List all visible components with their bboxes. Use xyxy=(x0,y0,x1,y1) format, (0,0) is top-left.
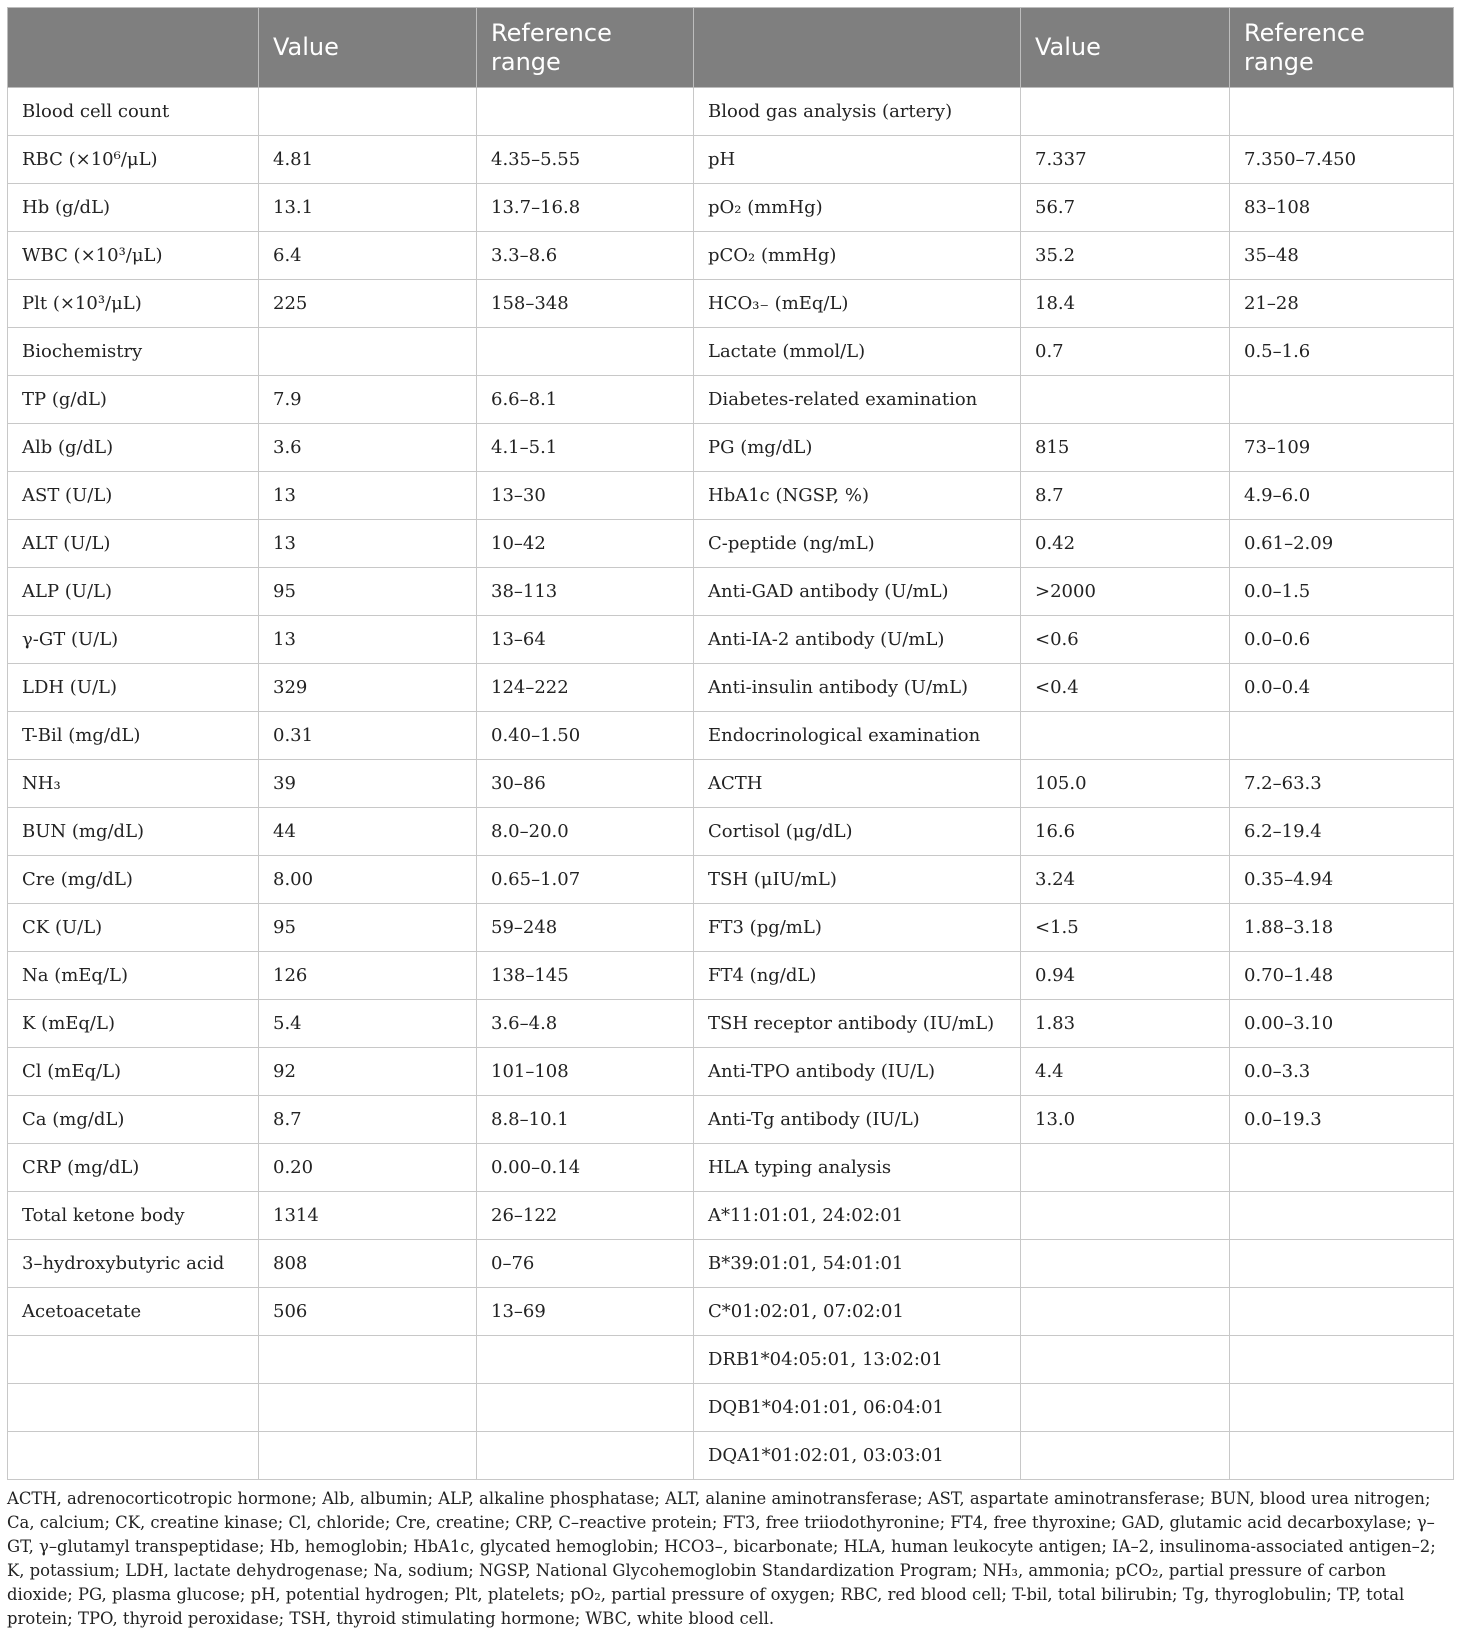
left-item-cell: AST (U/L) xyxy=(8,472,259,520)
right-value-cell: <1.5 xyxy=(1021,904,1230,952)
left-ref-cell xyxy=(477,328,694,376)
right-item-cell: Blood gas analysis (artery) xyxy=(694,88,1021,136)
left-value-cell: 329 xyxy=(259,664,477,712)
left-item-cell xyxy=(8,1336,259,1384)
left-value-cell: 44 xyxy=(259,808,477,856)
right-item-cell: Anti-Tg antibody (IU/L) xyxy=(694,1096,1021,1144)
right-value-cell xyxy=(1021,1192,1230,1240)
left-ref-cell: 0.65–1.07 xyxy=(477,856,694,904)
right-item-cell: DQA1*01:02:01, 03:03:01 xyxy=(694,1432,1021,1480)
lab-results-table xyxy=(7,7,1454,1480)
right-ref-cell xyxy=(1230,712,1454,760)
right-ref-cell: 6.2–19.4 xyxy=(1230,808,1454,856)
table-row xyxy=(8,856,1454,904)
table-row xyxy=(8,1000,1454,1048)
right-value-cell: 0.94 xyxy=(1021,952,1230,1000)
table-row xyxy=(8,232,1454,280)
right-value-cell: 8.7 xyxy=(1021,472,1230,520)
right-ref-cell xyxy=(1230,1336,1454,1384)
right-value-cell: 105.0 xyxy=(1021,760,1230,808)
left-value-cell: 95 xyxy=(259,568,477,616)
right-ref-cell: 0.0–19.3 xyxy=(1230,1096,1454,1144)
left-value-cell: 506 xyxy=(259,1288,477,1336)
left-value-cell: 3.6 xyxy=(259,424,477,472)
left-value-cell xyxy=(259,88,477,136)
left-ref-cell: 38–113 xyxy=(477,568,694,616)
table-row xyxy=(8,664,1454,712)
left-value-cell: 95 xyxy=(259,904,477,952)
right-value-cell xyxy=(1021,712,1230,760)
right-item-cell: C*01:02:01, 07:02:01 xyxy=(694,1288,1021,1336)
table-row xyxy=(8,1144,1454,1192)
right-value-cell xyxy=(1021,1336,1230,1384)
left-ref-cell: 138–145 xyxy=(477,952,694,1000)
table-row xyxy=(8,520,1454,568)
right-ref-cell xyxy=(1230,88,1454,136)
left-item-cell: CK (U/L) xyxy=(8,904,259,952)
table-row xyxy=(8,1432,1454,1480)
right-item-cell: PG (mg/dL) xyxy=(694,424,1021,472)
left-item-cell: Hb (g/dL) xyxy=(8,184,259,232)
left-value-cell: 13 xyxy=(259,616,477,664)
table-row xyxy=(8,280,1454,328)
right-item-cell: Anti-insulin antibody (U/mL) xyxy=(694,664,1021,712)
right-item-cell: FT4 (ng/dL) xyxy=(694,952,1021,1000)
right-item-cell: FT3 (pg/mL) xyxy=(694,904,1021,952)
table-row xyxy=(8,904,1454,952)
left-value-cell: 8.00 xyxy=(259,856,477,904)
left-item-cell xyxy=(8,1432,259,1480)
left-value-cell: 6.4 xyxy=(259,232,477,280)
right-ref-cell: 0.70–1.48 xyxy=(1230,952,1454,1000)
right-value-cell: 7.337 xyxy=(1021,136,1230,184)
right-ref-cell: 7.2–63.3 xyxy=(1230,760,1454,808)
table-row xyxy=(8,568,1454,616)
table-row xyxy=(8,424,1454,472)
left-item-cell: ALT (U/L) xyxy=(8,520,259,568)
left-ref-cell: 8.8–10.1 xyxy=(477,1096,694,1144)
table-row xyxy=(8,808,1454,856)
left-item-cell: NH₃ xyxy=(8,760,259,808)
right-item-cell: HbA1c (NGSP, %) xyxy=(694,472,1021,520)
left-item-cell: TP (g/dL) xyxy=(8,376,259,424)
right-ref-cell: 0.00–3.10 xyxy=(1230,1000,1454,1048)
table-row xyxy=(8,1240,1454,1288)
right-value-cell xyxy=(1021,1240,1230,1288)
left-value-cell: 225 xyxy=(259,280,477,328)
left-item-cell: T-Bil (mg/dL) xyxy=(8,712,259,760)
right-ref-cell xyxy=(1230,1240,1454,1288)
table-row xyxy=(8,376,1454,424)
right-value-cell: 4.4 xyxy=(1021,1048,1230,1096)
right-value-cell xyxy=(1021,88,1230,136)
left-ref-cell: 30–86 xyxy=(477,760,694,808)
right-value-cell: 0.7 xyxy=(1021,328,1230,376)
right-ref-cell xyxy=(1230,1288,1454,1336)
left-value-cell: 13 xyxy=(259,520,477,568)
left-item-cell: ALP (U/L) xyxy=(8,568,259,616)
left-item-cell: Alb (g/dL) xyxy=(8,424,259,472)
table-row xyxy=(8,472,1454,520)
right-value-cell: <0.6 xyxy=(1021,616,1230,664)
right-ref-cell xyxy=(1230,1384,1454,1432)
right-ref-cell: 0.35–4.94 xyxy=(1230,856,1454,904)
right-ref-cell: 21–28 xyxy=(1230,280,1454,328)
right-ref-cell xyxy=(1230,1144,1454,1192)
left-item-cell: Ca (mg/dL) xyxy=(8,1096,259,1144)
right-item-cell: B*39:01:01, 54:01:01 xyxy=(694,1240,1021,1288)
header-right-value: Value xyxy=(1021,8,1230,88)
right-item-cell: C-peptide (ng/mL) xyxy=(694,520,1021,568)
left-value-cell: 4.81 xyxy=(259,136,477,184)
right-value-cell: 0.42 xyxy=(1021,520,1230,568)
left-ref-cell: 124–222 xyxy=(477,664,694,712)
table-body xyxy=(8,88,1454,1480)
left-item-cell: γ-GT (U/L) xyxy=(8,616,259,664)
left-ref-cell: 59–248 xyxy=(477,904,694,952)
left-ref-cell: 0.40–1.50 xyxy=(477,712,694,760)
left-value-cell: 39 xyxy=(259,760,477,808)
left-item-cell: Cl (mEq/L) xyxy=(8,1048,259,1096)
right-item-cell: HLA typing analysis xyxy=(694,1144,1021,1192)
right-value-cell: 1.83 xyxy=(1021,1000,1230,1048)
left-value-cell: 126 xyxy=(259,952,477,1000)
left-value-cell: 13 xyxy=(259,472,477,520)
left-item-cell: Cre (mg/dL) xyxy=(8,856,259,904)
left-ref-cell: 3.3–8.6 xyxy=(477,232,694,280)
left-ref-cell: 6.6–8.1 xyxy=(477,376,694,424)
left-item-cell: CRP (mg/dL) xyxy=(8,1144,259,1192)
left-ref-cell: 10–42 xyxy=(477,520,694,568)
left-value-cell: 5.4 xyxy=(259,1000,477,1048)
right-item-cell: TSH receptor antibody (IU/mL) xyxy=(694,1000,1021,1048)
right-item-cell: Anti-TPO antibody (IU/L) xyxy=(694,1048,1021,1096)
right-item-cell: ACTH xyxy=(694,760,1021,808)
right-ref-cell xyxy=(1230,376,1454,424)
right-item-cell: DQB1*04:01:01, 06:04:01 xyxy=(694,1384,1021,1432)
table-row xyxy=(8,616,1454,664)
table-row xyxy=(8,952,1454,1000)
table-row xyxy=(8,1336,1454,1384)
right-value-cell: 16.6 xyxy=(1021,808,1230,856)
left-value-cell xyxy=(259,1432,477,1480)
left-item-cell xyxy=(8,1384,259,1432)
left-item-cell: Na (mEq/L) xyxy=(8,952,259,1000)
left-item-cell: RBC (×10⁶/μL) xyxy=(8,136,259,184)
left-value-cell: 1314 xyxy=(259,1192,477,1240)
right-item-cell: pH xyxy=(694,136,1021,184)
table-row xyxy=(8,88,1454,136)
table-row xyxy=(8,328,1454,376)
right-ref-cell: 0.61–2.09 xyxy=(1230,520,1454,568)
table-row xyxy=(8,184,1454,232)
right-value-cell xyxy=(1021,1384,1230,1432)
right-item-cell: DRB1*04:05:01, 13:02:01 xyxy=(694,1336,1021,1384)
right-item-cell: A*11:01:01, 24:02:01 xyxy=(694,1192,1021,1240)
left-item-cell: Blood cell count xyxy=(8,88,259,136)
left-ref-cell xyxy=(477,1432,694,1480)
left-ref-cell: 0–76 xyxy=(477,1240,694,1288)
right-ref-cell: 0.0–3.3 xyxy=(1230,1048,1454,1096)
right-value-cell: 815 xyxy=(1021,424,1230,472)
right-ref-cell xyxy=(1230,1432,1454,1480)
left-ref-cell: 101–108 xyxy=(477,1048,694,1096)
header-left-item xyxy=(8,8,259,88)
right-value-cell: 35.2 xyxy=(1021,232,1230,280)
right-item-cell: pCO₂ (mmHg) xyxy=(694,232,1021,280)
left-ref-cell: 3.6–4.8 xyxy=(477,1000,694,1048)
right-value-cell: 56.7 xyxy=(1021,184,1230,232)
abbreviations-footnote: ACTH, adrenocorticotropic hormone; Alb, albumin; ALP, alkaline phosphatase; ALT, alanine aminotransferase; AST, aspartate aminotransferase; BUN, blood urea nitrogen; Ca, calcium; CK, creatine kinase; Cl, chloride; Cre, creatine; CRP, C–reactive protein; FT3, free triiodothyronine; FT4, free thyroxine; GAD, glutamic acid decarboxylase; γ–GT, γ–glutamyl transpeptidase; Hb, hemoglobin; HbA1c, glycated hemoglobin; HCO3–, bicarbonate; HLA, human leukocyte antigen; IA–2, insulinoma-associated antigen–2; K, potassium; LDH, lactate dehydrogenase; Na, sodium; NGSP, National Glycohemoglobin Standardization Program; NH₃, ammonia; pCO₂, partial pressure of carbon dioxide; PG, plasma glucose; pH, potential hydrogen; Plt, platelets; pO₂, partial pressure of oxygen; RBC, red blood cell; T-bil, total bilirubin; Tg, thyroglobulin; TP, total protein; TPO, thyroid peroxidase; TSH, thyroid stimulating hormone; WBC, white blood cell. xyxy=(7,1489,1436,1628)
table-row xyxy=(8,1384,1454,1432)
table-row xyxy=(8,1288,1454,1336)
right-item-cell: pO₂ (mmHg) xyxy=(694,184,1021,232)
left-item-cell: LDH (U/L) xyxy=(8,664,259,712)
right-ref-cell xyxy=(1230,1192,1454,1240)
left-value-cell: 8.7 xyxy=(259,1096,477,1144)
right-item-cell: Endocrinological examination xyxy=(694,712,1021,760)
right-item-cell: Lactate (mmol/L) xyxy=(694,328,1021,376)
right-item-cell: HCO₃₋ (mEq/L) xyxy=(694,280,1021,328)
left-value-cell: 808 xyxy=(259,1240,477,1288)
right-ref-cell: 83–108 xyxy=(1230,184,1454,232)
right-item-cell: TSH (μIU/mL) xyxy=(694,856,1021,904)
table-row xyxy=(8,1048,1454,1096)
left-item-cell: BUN (mg/dL) xyxy=(8,808,259,856)
left-value-cell: 92 xyxy=(259,1048,477,1096)
right-ref-cell: 35–48 xyxy=(1230,232,1454,280)
right-item-cell: Anti-GAD antibody (U/mL) xyxy=(694,568,1021,616)
left-ref-cell: 13–30 xyxy=(477,472,694,520)
table-row xyxy=(8,1192,1454,1240)
left-item-cell: Total ketone body xyxy=(8,1192,259,1240)
header-left-value: Value xyxy=(259,8,477,88)
right-ref-cell: 0.5–1.6 xyxy=(1230,328,1454,376)
right-value-cell xyxy=(1021,1288,1230,1336)
right-item-cell: Diabetes-related examination xyxy=(694,376,1021,424)
table-row xyxy=(8,712,1454,760)
left-ref-cell xyxy=(477,88,694,136)
right-value-cell xyxy=(1021,1432,1230,1480)
table-header-row xyxy=(8,8,1454,88)
left-ref-cell: 158–348 xyxy=(477,280,694,328)
table-row xyxy=(8,136,1454,184)
right-ref-cell: 73–109 xyxy=(1230,424,1454,472)
lab-results-document xyxy=(7,7,1453,1631)
right-ref-cell: 0.0–0.6 xyxy=(1230,616,1454,664)
left-value-cell xyxy=(259,1336,477,1384)
left-item-cell: 3–hydroxybutyric acid xyxy=(8,1240,259,1288)
left-ref-cell: 0.00–0.14 xyxy=(477,1144,694,1192)
left-ref-cell: 13.7–16.8 xyxy=(477,184,694,232)
left-ref-cell: 13–69 xyxy=(477,1288,694,1336)
right-value-cell: >2000 xyxy=(1021,568,1230,616)
table-row xyxy=(8,1096,1454,1144)
left-item-cell: Biochemistry xyxy=(8,328,259,376)
left-value-cell: 7.9 xyxy=(259,376,477,424)
left-ref-cell: 13–64 xyxy=(477,616,694,664)
right-value-cell: 18.4 xyxy=(1021,280,1230,328)
left-ref-cell xyxy=(477,1336,694,1384)
right-value-cell xyxy=(1021,376,1230,424)
left-item-cell: WBC (×10³/μL) xyxy=(8,232,259,280)
left-ref-cell: 8.0–20.0 xyxy=(477,808,694,856)
right-ref-cell: 0.0–0.4 xyxy=(1230,664,1454,712)
right-value-cell: 13.0 xyxy=(1021,1096,1230,1144)
right-ref-cell: 4.9–6.0 xyxy=(1230,472,1454,520)
header-right-reference-range: Reference range xyxy=(1230,8,1454,88)
right-ref-cell: 1.88–3.18 xyxy=(1230,904,1454,952)
right-value-cell xyxy=(1021,1144,1230,1192)
right-item-cell: Cortisol (μg/dL) xyxy=(694,808,1021,856)
left-value-cell: 13.1 xyxy=(259,184,477,232)
left-value-cell xyxy=(259,1384,477,1432)
header-left-reference-range: Reference range xyxy=(477,8,694,88)
left-item-cell: Acetoacetate xyxy=(8,1288,259,1336)
right-ref-cell: 0.0–1.5 xyxy=(1230,568,1454,616)
left-ref-cell: 4.1–5.1 xyxy=(477,424,694,472)
left-ref-cell: 26–122 xyxy=(477,1192,694,1240)
left-value-cell: 0.20 xyxy=(259,1144,477,1192)
right-ref-cell: 7.350–7.450 xyxy=(1230,136,1454,184)
left-item-cell: K (mEq/L) xyxy=(8,1000,259,1048)
left-ref-cell: 4.35–5.55 xyxy=(477,136,694,184)
right-item-cell: Anti-IA-2 antibody (U/mL) xyxy=(694,616,1021,664)
table-row xyxy=(8,760,1454,808)
left-value-cell xyxy=(259,328,477,376)
left-ref-cell xyxy=(477,1384,694,1432)
right-value-cell: <0.4 xyxy=(1021,664,1230,712)
right-value-cell: 3.24 xyxy=(1021,856,1230,904)
left-value-cell: 0.31 xyxy=(259,712,477,760)
left-item-cell: Plt (×10³/μL) xyxy=(8,280,259,328)
header-right-item xyxy=(694,8,1021,88)
